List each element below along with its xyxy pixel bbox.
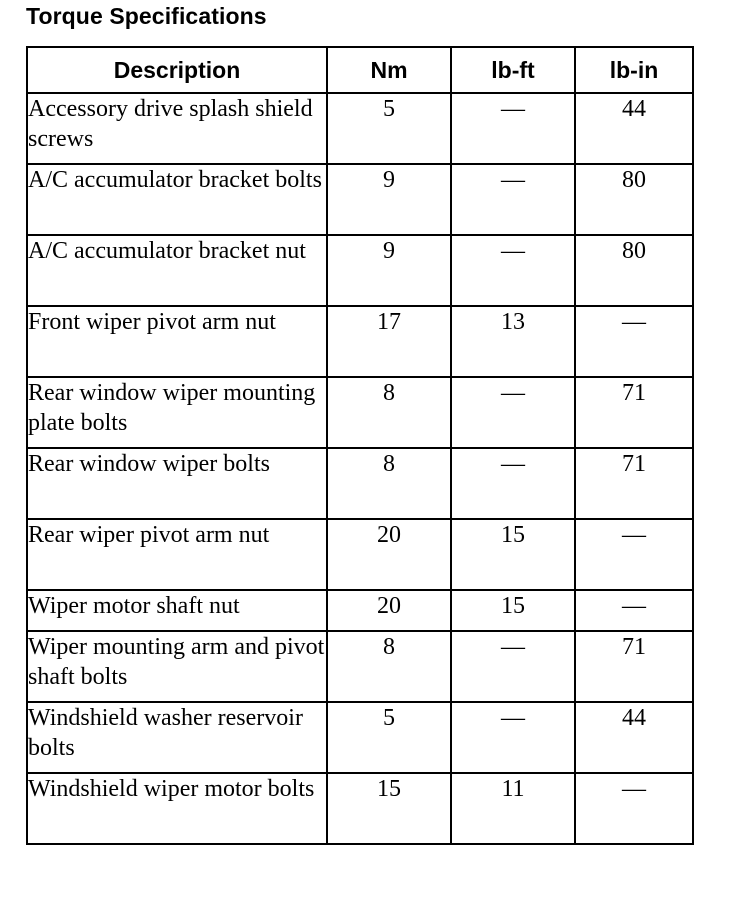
cell-lb-ft: — bbox=[451, 235, 575, 306]
header-nm: Nm bbox=[327, 47, 451, 93]
cell-lb-in: 44 bbox=[575, 702, 693, 773]
cell-lb-ft: — bbox=[451, 164, 575, 235]
cell-lb-in: 44 bbox=[575, 93, 693, 164]
header-description: Description bbox=[27, 47, 327, 93]
cell-lb-in: — bbox=[575, 773, 693, 844]
table-row bbox=[27, 773, 693, 844]
cell-lb-ft: 15 bbox=[451, 519, 575, 590]
cell-description: Windshield wiper motor bolts bbox=[27, 773, 327, 844]
table-row bbox=[27, 306, 693, 377]
cell-lb-in: — bbox=[575, 519, 693, 590]
cell-nm: 9 bbox=[327, 235, 451, 306]
table-row bbox=[27, 377, 693, 448]
cell-lb-ft: — bbox=[451, 702, 575, 773]
cell-nm: 20 bbox=[327, 590, 451, 631]
table-row bbox=[27, 164, 693, 235]
cell-nm: 20 bbox=[327, 519, 451, 590]
cell-description: Rear wiper pivot arm nut bbox=[27, 519, 327, 590]
cell-description: A/C accumulator bracket bolts bbox=[27, 164, 327, 235]
cell-lb-ft: — bbox=[451, 377, 575, 448]
table-row bbox=[27, 519, 693, 590]
cell-lb-in: 71 bbox=[575, 631, 693, 702]
cell-nm: 8 bbox=[327, 377, 451, 448]
cell-lb-in: 80 bbox=[575, 235, 693, 306]
cell-lb-ft: 13 bbox=[451, 306, 575, 377]
cell-lb-in: — bbox=[575, 590, 693, 631]
cell-description: Rear window wiper bolts bbox=[27, 448, 327, 519]
cell-lb-in: 71 bbox=[575, 448, 693, 519]
cell-nm: 8 bbox=[327, 448, 451, 519]
cell-lb-ft: 15 bbox=[451, 590, 575, 631]
cell-nm: 5 bbox=[327, 93, 451, 164]
cell-description: Rear window wiper mounting plate bolts bbox=[27, 377, 327, 448]
cell-lb-ft: — bbox=[451, 448, 575, 519]
cell-description: Windshield washer reservoir bolts bbox=[27, 702, 327, 773]
cell-lb-ft: 11 bbox=[451, 773, 575, 844]
cell-lb-ft: — bbox=[451, 93, 575, 164]
cell-nm: 17 bbox=[327, 306, 451, 377]
cell-lb-ft: — bbox=[451, 631, 575, 702]
table-header-row bbox=[27, 47, 693, 93]
cell-nm: 9 bbox=[327, 164, 451, 235]
header-lb-ft: lb-ft bbox=[451, 47, 575, 93]
table-row bbox=[27, 448, 693, 519]
table-row bbox=[27, 702, 693, 773]
cell-description: Wiper mounting arm and pivot shaft bolts bbox=[27, 631, 327, 702]
cell-nm: 5 bbox=[327, 702, 451, 773]
table-row bbox=[27, 235, 693, 306]
cell-lb-in: — bbox=[575, 306, 693, 377]
cell-description: Wiper motor shaft nut bbox=[27, 590, 327, 631]
cell-nm: 8 bbox=[327, 631, 451, 702]
cell-lb-in: 80 bbox=[575, 164, 693, 235]
table-row bbox=[27, 631, 693, 702]
page-title: Torque Specifications bbox=[26, 3, 267, 29]
cell-description: Accessory drive splash shield screws bbox=[27, 93, 327, 164]
torque-spec-table bbox=[26, 46, 694, 845]
table-row bbox=[27, 590, 693, 631]
cell-nm: 15 bbox=[327, 773, 451, 844]
header-lb-in: lb-in bbox=[575, 47, 693, 93]
cell-lb-in: 71 bbox=[575, 377, 693, 448]
cell-description: A/C accumulator bracket nut bbox=[27, 235, 327, 306]
table-row bbox=[27, 93, 693, 164]
cell-description: Front wiper pivot arm nut bbox=[27, 306, 327, 377]
